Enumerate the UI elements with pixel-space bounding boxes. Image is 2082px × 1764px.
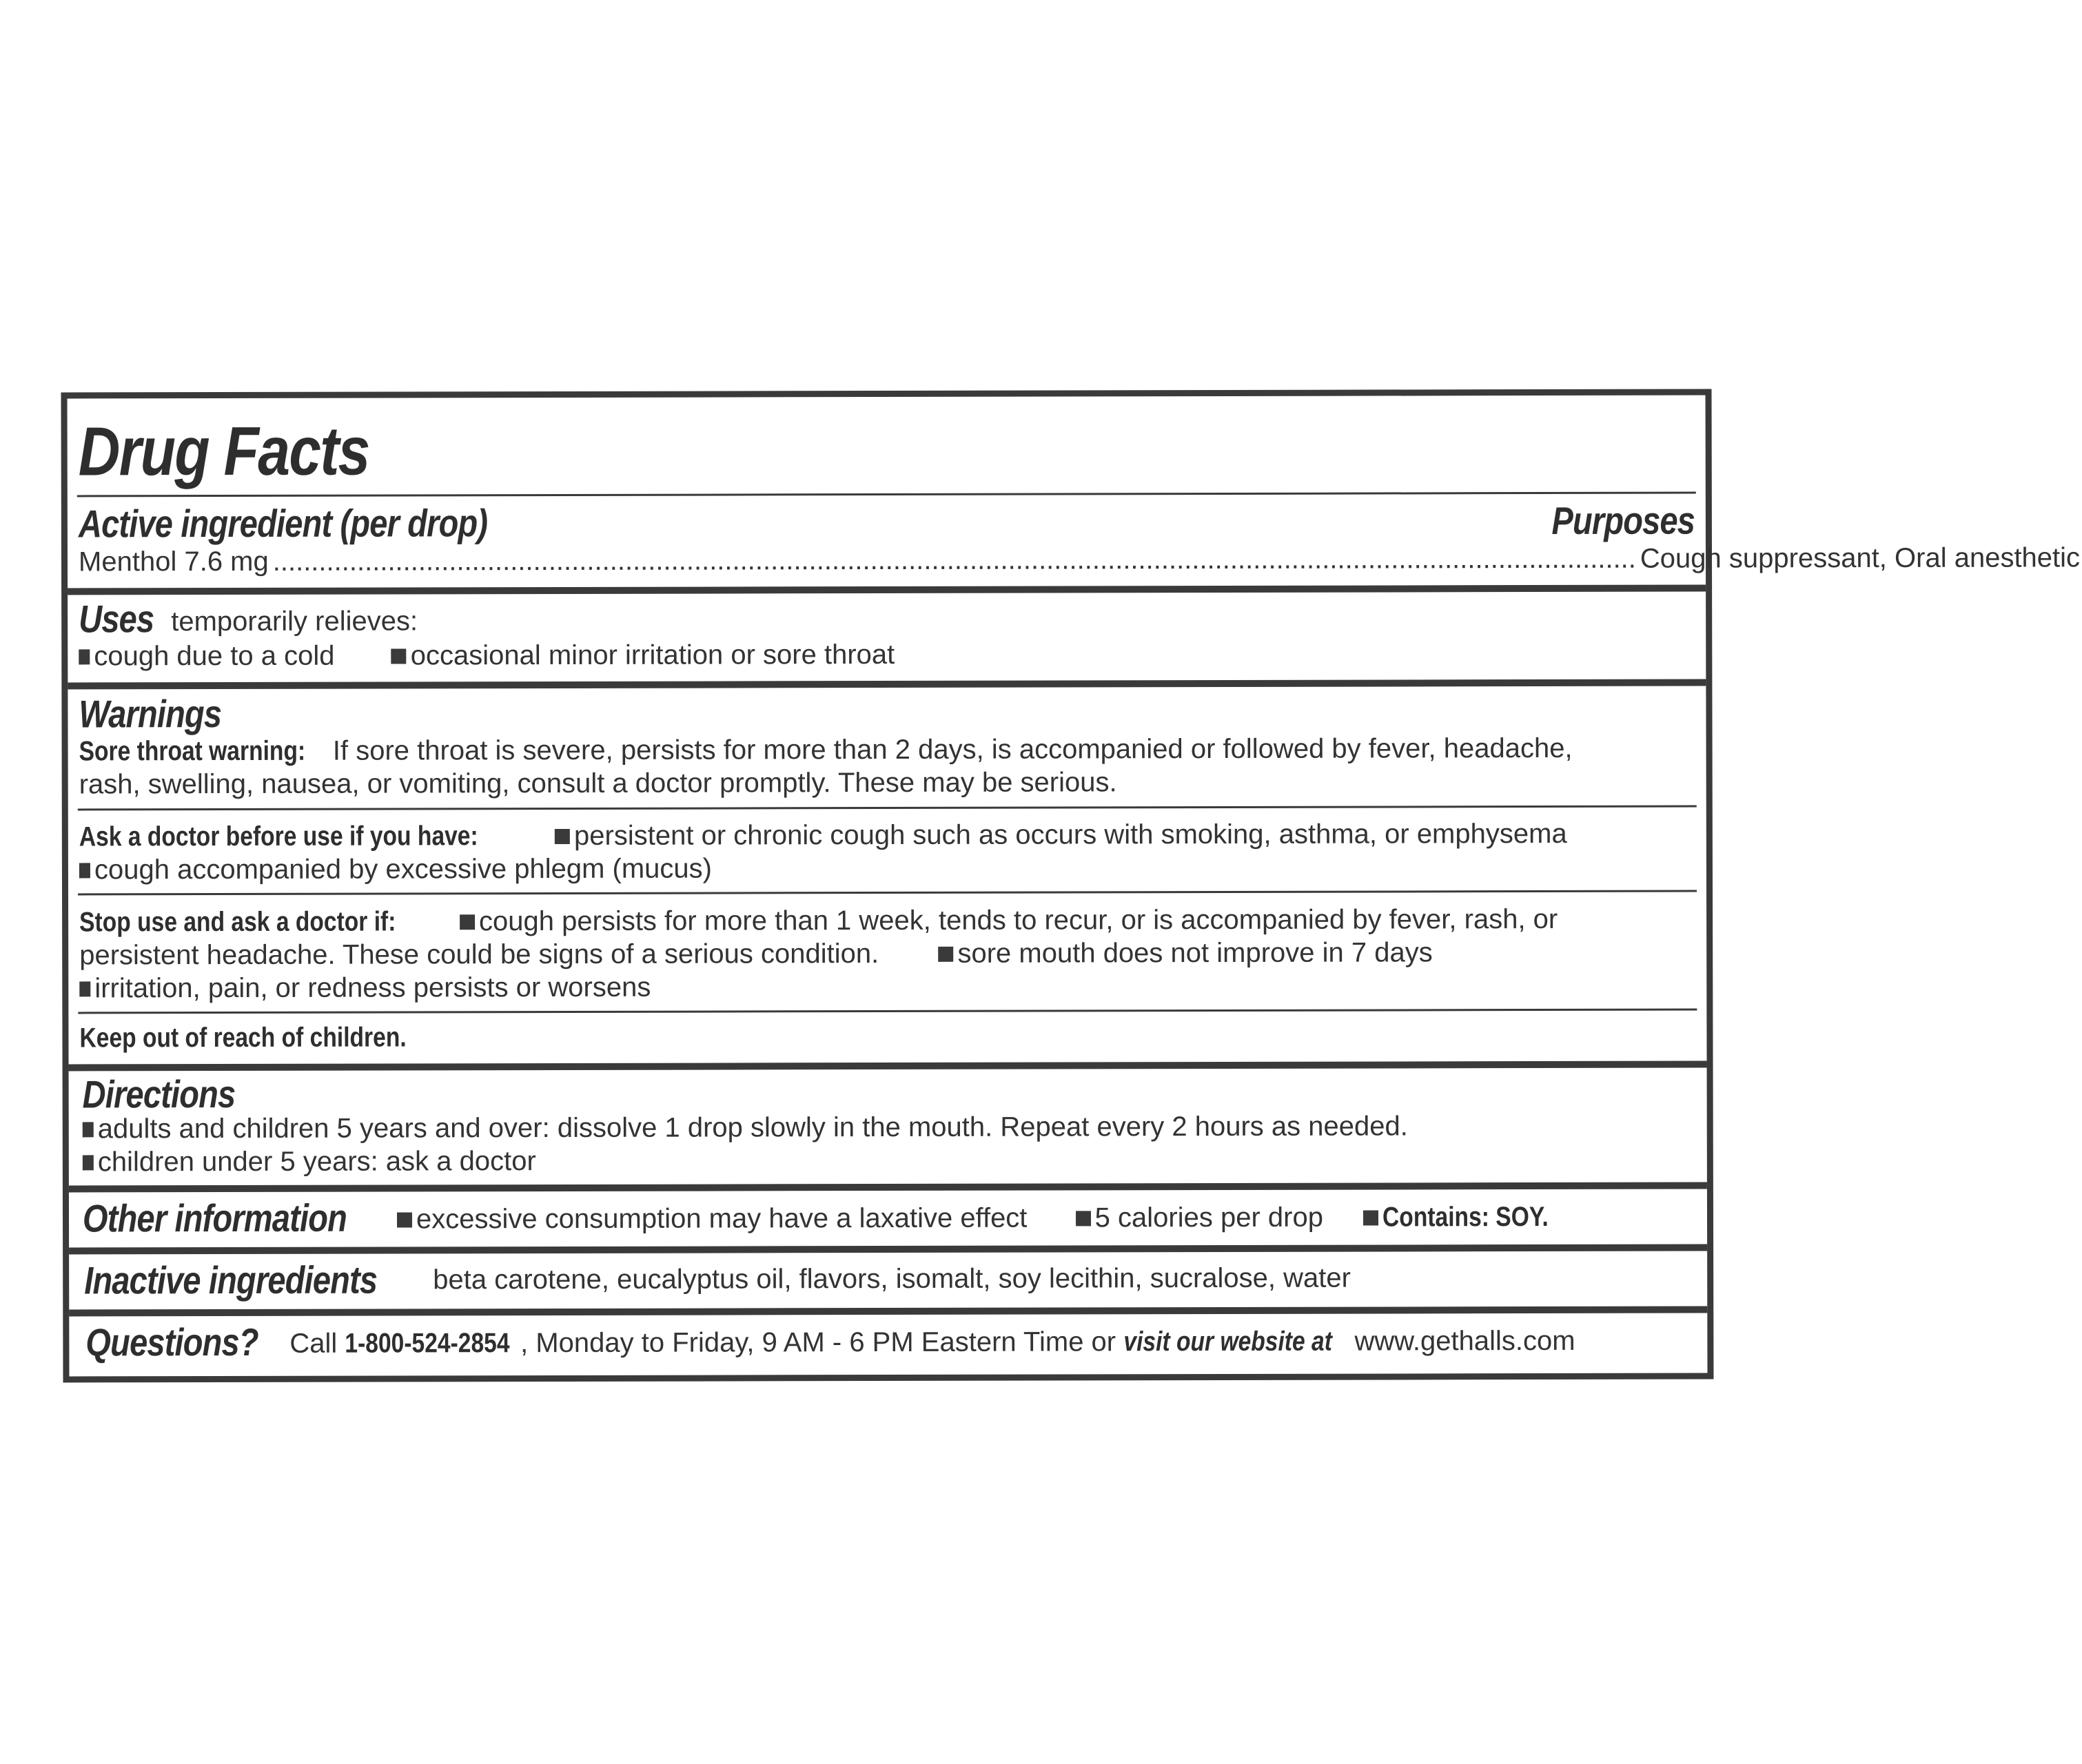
bullet-icon <box>460 914 475 930</box>
divider <box>69 1244 1707 1255</box>
call-text: Call <box>289 1328 345 1359</box>
warnings-section <box>68 690 1706 735</box>
divider <box>68 679 1706 690</box>
ingredient-name: Menthol 7.6 mg <box>78 546 269 577</box>
divider <box>69 1306 1707 1317</box>
phone-number: 1-800-524-2854 <box>345 1328 510 1359</box>
ask-doctor-row-2 <box>79 852 712 887</box>
bullet-icon <box>83 1122 94 1137</box>
stop-use-row <box>79 903 1558 939</box>
bullet-icon <box>938 947 953 962</box>
list-item: sore mouth does not improve in 7 days <box>957 937 1433 969</box>
bullet-icon <box>555 829 570 844</box>
uses-section <box>68 595 1706 640</box>
list-item: cough persists for more than 1 week, tends to recur, or is accompanied by fever, rash, or <box>478 903 1558 937</box>
bullet-icon <box>391 648 407 664</box>
active-ingredient-section <box>68 499 1706 546</box>
ask-doctor-label: Ask a doctor before use if you have: <box>79 821 478 852</box>
sore-throat-label: Sore throat warning: <box>79 735 306 767</box>
sore-throat-warning <box>79 732 1573 768</box>
ask-doctor-row <box>79 817 1567 854</box>
contains-soy: Contains: SOY. <box>1382 1201 1549 1233</box>
divider <box>69 1061 1707 1071</box>
list-item: irritation, pain, or redness persists or worsens <box>94 972 651 1004</box>
other-information-items <box>397 1200 1580 1236</box>
keep-out-text: Keep out of reach of children. <box>79 1022 407 1054</box>
bullet-icon <box>1076 1211 1091 1226</box>
list-item: 5 calories per drop <box>1094 1202 1323 1233</box>
divider <box>78 890 1697 896</box>
ingredient-purpose: Cough suppressant, Oral anesthetic <box>1640 542 2081 574</box>
bullet-icon <box>79 649 90 664</box>
bullet-icon <box>79 981 90 996</box>
uses-intro: temporarily relieves: <box>171 606 418 637</box>
website-link[interactable]: www.gethalls.com <box>1347 1325 1575 1357</box>
uses-list <box>79 638 895 673</box>
hours-text: , Monday to Friday, 9 AM - 6 PM Eastern Time or <box>520 1326 1124 1359</box>
questions-text <box>289 1324 1575 1360</box>
drug-facts-panel <box>61 389 2081 1382</box>
sore-throat-text: If sore throat is severe, persists for more than 2 days, is accompanied or followed by fever, headache, <box>332 732 1573 766</box>
directions-heading: Directions <box>82 1071 236 1116</box>
list-item: persistent headache. These could be signs of a serious condition. <box>79 939 879 971</box>
sore-throat-text: rash, swelling, nausea, or vomiting, consult a doctor promptly. These may be serious. <box>79 767 1117 800</box>
list-item: cough accompanied by excessive phlegm (mucus) <box>94 853 712 885</box>
bullet-icon <box>1363 1211 1378 1226</box>
keep-out-row <box>79 1021 469 1054</box>
divider <box>78 806 1697 811</box>
directions-item <box>83 1145 536 1178</box>
list-item: occasional minor irritation or sore throat <box>410 639 895 671</box>
list-item: children under 5 years: ask a doctor <box>97 1146 536 1178</box>
uses-heading: Uses <box>79 597 154 641</box>
bullet-icon <box>83 1155 94 1170</box>
active-ingredient-heading: Active ingredient (per drop) <box>78 501 488 546</box>
questions-heading: Questions? <box>85 1320 258 1364</box>
purposes-heading: Purposes <box>1551 498 1695 542</box>
other-information-heading: Other information <box>82 1196 347 1240</box>
inactive-ingredients-text: beta carotene, eucalyptus oil, flavors, isomalt, soy lecithin, sucralose, water <box>433 1262 1351 1295</box>
divider <box>68 585 1706 595</box>
drug-facts-title-section <box>68 411 1706 490</box>
active-ingredient-row <box>78 542 2081 579</box>
drug-facts-title: Drug Facts <box>78 412 369 491</box>
divider <box>69 1182 1707 1193</box>
list-item: excessive consumption may have a laxative effect <box>416 1202 1028 1235</box>
sore-throat-warning-cont <box>79 766 1117 801</box>
warnings-heading: Warnings <box>79 692 222 736</box>
list-item: cough due to a cold <box>94 640 335 672</box>
stop-use-row-2 <box>79 936 1433 972</box>
bullet-icon <box>79 863 90 878</box>
list-item: persistent or chronic cough such as occurs with smoking, asthma, or emphysema <box>573 818 1567 851</box>
leader-dots: .................................................................................................................................................................................. <box>272 543 1636 577</box>
divider <box>77 492 1696 498</box>
list-item: adults and children 5 years and over: dissolve 1 drop slowly in the mouth. Repeat every 2 hours as needed. <box>97 1111 1408 1145</box>
stop-use-label: Stop use and ask a doctor if: <box>79 906 396 938</box>
directions-item <box>83 1109 1408 1145</box>
inactive-ingredients-heading: Inactive ingredients <box>84 1258 378 1302</box>
visit-website-label: visit our website at <box>1123 1326 1332 1357</box>
directions-section <box>69 1071 1707 1116</box>
stop-use-row-3 <box>79 971 651 1005</box>
divider <box>78 1009 1697 1014</box>
bullet-icon <box>397 1212 412 1227</box>
